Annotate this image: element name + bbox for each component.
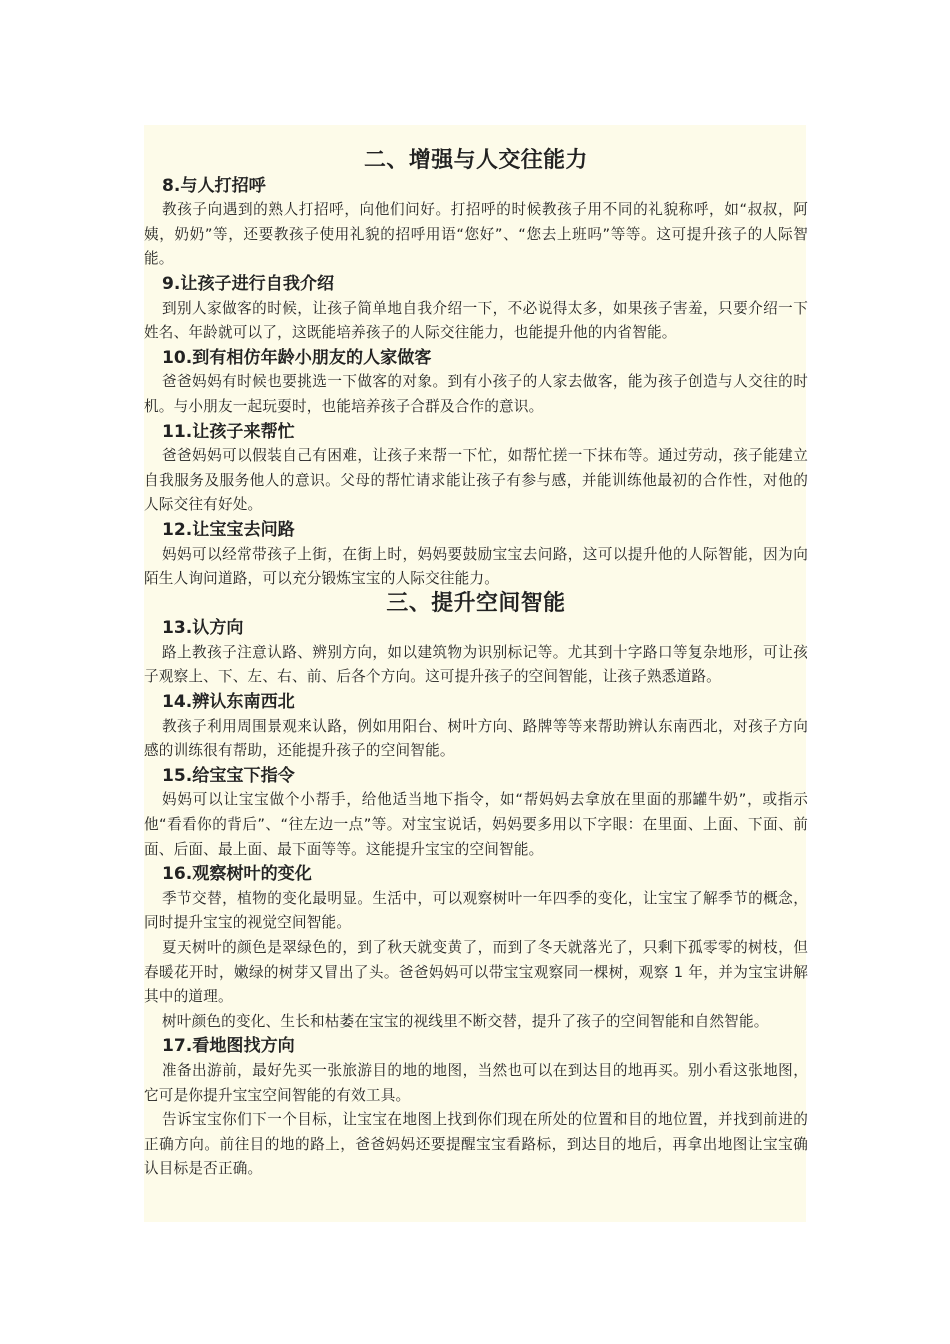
section-title: 三、提升空间智能: [386, 590, 566, 616]
article-content: [144, 149, 808, 1182]
paragraph: 妈妈可以让宝宝做个小帮手，给他适当地下指令，如“帮妈妈去拿放在里面的那罐牛奶”，或指示他“看看你的背后”、“往左边一点”等。对宝宝说话，妈妈要多用以下字眼：在里面、上面、下面、前面、后面、最上面、最下面等等。这能提升宝宝的空间智能。: [144, 791, 808, 858]
item-title: 16.观察树叶的变化: [162, 864, 312, 885]
section-title: 二、增强与人交往能力: [364, 148, 588, 173]
paragraph: 树叶颜色的变化、生长和枯萎在宝宝的视线里不断交替，提升了孩子的空间智能和自然智能。: [162, 1012, 769, 1030]
item-title: 8.与人打招呼: [162, 175, 266, 196]
item-title: 10.到有相仿年龄小朋友的人家做客: [162, 347, 432, 368]
item-title: 14.辨认东南西北: [162, 692, 295, 713]
item-title: 17.看地图找方向: [162, 1036, 295, 1057]
paragraph: 到别人家做客的时候，让孩子简单地自我介绍一下，不必说得太多，如果孩子害羞，只要介绍一下姓名、年龄就可以了，这既能培养孩子的人际交往能力，也能提升他的内省智能。: [144, 299, 808, 342]
paragraph: 路上教孩子注意认路、辨别方向，如以建筑物为识别标记等。尤其到十字路口等复杂地形，可让孩子观察上、下、左、右、前、后各个方向。这可提升孩子的空间智能，让孩子熟悉道路。: [144, 643, 808, 686]
paragraph: 爸爸妈妈可以假装自己有困难，让孩子来帮一下忙，如帮忙搓一下抹布等。通过劳动，孩子能建立自我服务及服务他人的意识。父母的帮忙请求能让孩子有参与感，并能训练他最初的合作性，对他的人际交往有好处。: [144, 447, 808, 514]
paragraph: 告诉宝宝你们下一个目标，让宝宝在地图上找到你们现在所处的位置和目的地位置，并找到前进的正确方向。前往目的地的路上，爸爸妈妈还要提醒宝宝看路标，到达目的地后，再拿出地图让宝宝确认目标是否正确。: [144, 1111, 808, 1178]
item-title: 12.让宝宝去问路: [162, 519, 295, 540]
item-title: 9.让孩子进行自我介绍: [162, 273, 335, 294]
paragraph: 爸爸妈妈有时候也要挑选一下做客的对象。到有小孩子的人家去做客，能为孩子创造与人交往的时机。与小朋友一起玩耍时，也能培养孩子合群及合作的意识。: [144, 373, 808, 415]
paragraph: 准备出游前，最好先买一张旅游目的地的地图，当然也可以在到达目的地再买。别小看这张地图，它可是你提升宝宝空间智能的有效工具。: [144, 1061, 808, 1104]
item-title: 11.让孩子来帮忙: [162, 421, 295, 442]
item-title: 15.给宝宝下指令: [162, 765, 295, 786]
paragraph: 妈妈可以经常带孩子上街，在街上时，妈妈要鼓励宝宝去问路，这可以提升他的人际智能，因为向陌生人询问道路，可以充分锻炼宝宝的人际交往能力。: [144, 545, 808, 588]
paragraph: 夏天树叶的颜色是翠绿色的，到了秋天就变黄了，而到了冬天就落光了，只剩下孤零零的树枝，但春暖花开时，嫩绿的树芽又冒出了头。爸爸妈妈可以带宝宝观察同一棵树，观察 1 年，并为宝宝讲解其中的道理。: [144, 939, 808, 1006]
item-title: 13.认方向: [162, 618, 244, 639]
paragraph: 季节交替，植物的变化最明显。生活中，可以观察树叶一年四季的变化，让宝宝了解季节的概念，同时提升宝宝的视觉空间智能。: [144, 889, 808, 932]
paragraph: 教孩子向遇到的熟人打招呼，向他们问好。打招呼的时候教孩子用不同的礼貌称呼，如“叔叔，阿姨，奶奶”等，还要教孩子使用礼貌的招呼用语“您好”、“您去上班吗”等等。这可提升孩子的人际智能。: [144, 201, 808, 268]
paragraph: 教孩子利用周围景观来认路，例如用阳台、树叶方向、路牌等等来帮助辨认东南西北，对孩子方向感的训练很有帮助，还能提升孩子的空间智能。: [144, 717, 808, 760]
